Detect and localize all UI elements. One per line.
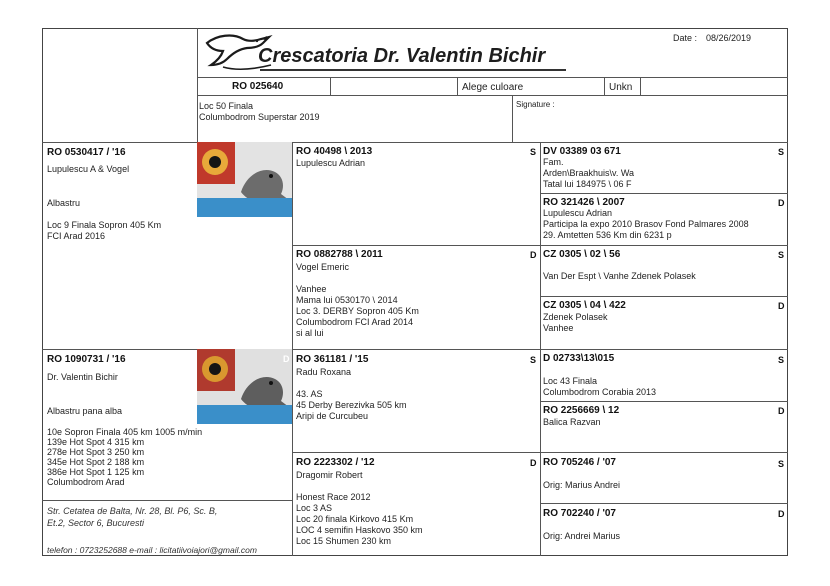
title-underline (260, 69, 566, 71)
mother-note: 345e Hot Spot 2 188 km (47, 457, 145, 467)
sex-cell-divider-1 (604, 77, 605, 95)
date-label: Date : (673, 33, 698, 43)
great-grandparent-note: Orig: Marius Andrei (543, 480, 621, 490)
great-grandparent-sex: D (778, 509, 785, 519)
ggp-divider-5 (540, 401, 788, 402)
date-value: 08/26/2019 (706, 33, 752, 43)
great-grandparent-note: Zdenek Polasek (543, 312, 608, 322)
father-owner: Lupulescu A & Vogel (47, 164, 130, 174)
grandparent-notes (296, 367, 407, 422)
pigeon-achievement-1: Loc 50 Finala (199, 101, 254, 111)
color-selector[interactable]: Alege culoare (462, 82, 524, 93)
grandparent-sex: S (530, 147, 537, 157)
father-note: Loc 9 Finala Sopron 405 Km (47, 220, 162, 230)
ggp-divider-3 (540, 296, 788, 297)
grandparent-note: Vogel Emeric (296, 262, 350, 272)
great-grandparent-notes (543, 312, 608, 334)
great-grandparent-notes (543, 417, 601, 428)
header-left-divider (197, 28, 198, 142)
great-grandparent-note: Arden\Braakhuis\v. Wa (543, 168, 635, 178)
grandparent-ring: RO 361181 / '15 (296, 354, 369, 365)
grandparent-sex: D (530, 458, 537, 468)
great-grandparent-note (543, 520, 620, 531)
grandparent-note: 43. AS (296, 389, 323, 399)
great-grandparent-note: Loc 43 Finala (543, 376, 598, 386)
great-grandparent-sex: S (778, 355, 785, 365)
footer-divider (42, 500, 292, 501)
great-grandparent-notes (543, 520, 620, 542)
father-color: Albastru (47, 198, 81, 208)
mother-notes (47, 427, 202, 487)
grandparent-ring: RO 40498 \ 2013 (296, 146, 373, 157)
grandparent-note: Loc 3 AS (296, 503, 333, 513)
grandparent-ring: RO 2223302 / '12 (296, 457, 375, 468)
great-grandparent-notes (543, 157, 634, 190)
grandparent-note: si al lui (296, 328, 324, 338)
mother-sex: D (283, 354, 290, 364)
great-grandparent-notes (543, 208, 749, 241)
pigeon-photo-icon (197, 142, 292, 217)
sex-value[interactable]: Unkn (609, 82, 633, 93)
great-grandparent-note: Vanhee (543, 323, 574, 333)
grandparent-note: Radu Roxana (296, 367, 352, 377)
father-notes (47, 220, 161, 242)
pigeon-achievement-2: Columbodrom Superstar 2019 (199, 112, 320, 122)
parents-divider (42, 349, 788, 350)
great-grandparent-ring: CZ 0305 \ 04 \ 422 (543, 300, 626, 311)
mother-ring: RO 1090731 / '16 (47, 354, 126, 365)
grandparent-sex: S (530, 355, 537, 365)
ggp-divider-1 (540, 193, 788, 194)
grandparent-note: Vanhee (296, 284, 327, 294)
great-grandparent-ring: DV 03389 03 671 (543, 146, 621, 157)
great-grandparent-ring: RO 321426 \ 2007 (543, 197, 625, 208)
address-line-2: Et.2, Sector 6, Bucuresti (47, 518, 145, 528)
mother-note: 386e Hot Spot 1 125 km (47, 467, 145, 477)
grandparent-sex: D (530, 250, 537, 260)
great-grandparent-note: 29. Amtetten 536 Km din 6231 p (543, 230, 672, 240)
address-line-1: Str. Cetatea de Balta, Nr. 28, Bl. P6, Sc. B, (47, 506, 218, 516)
pigeon-photo-icon (197, 349, 292, 424)
great-grandparent-note: Fam. (543, 157, 564, 167)
great-grandparent-note: Columbodrom Corabia 2013 (543, 387, 657, 397)
great-grandparent-ring: RO 702240 / '07 (543, 508, 616, 519)
great-grandparent-sex: S (778, 147, 785, 157)
grandparent-note: Mama lui 0530170 \ 2014 (296, 295, 398, 305)
grandparent-note: Loc 3. DERBY Sopron 405 Km (296, 306, 419, 316)
mother-note: 278e Hot Spot 3 250 km (47, 447, 145, 457)
pigeon-ring-number: RO 025640 (232, 81, 284, 92)
great-grandparent-note: Orig: Andrei Marius (543, 531, 621, 541)
header-rule-2 (197, 95, 788, 96)
great-grandparent-notes (543, 469, 620, 491)
sex-cell-divider-2 (640, 77, 641, 95)
gp-divider-3 (292, 452, 788, 453)
signature-label: Signature : (516, 100, 555, 109)
kennel-title: Crescatoria Dr. Valentin Bichir (258, 45, 546, 67)
father-photo (197, 142, 292, 217)
grandparent-notes (296, 158, 365, 169)
great-grandparent-sex: D (778, 301, 785, 311)
grandparent-notes (296, 262, 419, 339)
great-grandparent-note: Van Der Espt \ Vanhe Zdenek Polasek (543, 271, 696, 281)
header-bottom-rule (42, 142, 788, 143)
mother-note: 139e Hot Spot 4 315 km (47, 437, 145, 447)
grandparent-note: Lupulescu Adrian (296, 158, 366, 168)
great-grandparent-note (543, 260, 696, 271)
great-grandparent-note: Tatal lui 184975 \ 06 F (543, 179, 632, 189)
great-grandparent-ring: RO 705246 / '07 (543, 457, 616, 468)
great-grandparent-notes (543, 365, 656, 398)
grandparent-note (296, 273, 419, 284)
grandparent-note: 45 Derby Berezivka 505 km (296, 400, 407, 410)
mother-color: Albastru pana alba (47, 406, 123, 416)
grandparent-note: Aripi de Curcubeu (296, 411, 369, 421)
great-grandparent-note: Lupulescu Adrian (543, 208, 613, 218)
great-grandparent-ring: D 02733\13\015 (543, 353, 615, 364)
header-rule-1 (197, 77, 788, 78)
great-grandparent-ring: CZ 0305 \ 02 \ 56 (543, 249, 621, 260)
gp-divider-1 (292, 245, 788, 246)
great-grandparent-ring: RO 2256669 \ 12 (543, 405, 620, 416)
mother-owner: Dr. Valentin Bichir (47, 372, 118, 382)
grandparent-note: Loc 15 Shumen 230 km (296, 536, 392, 546)
grandparent-note: Loc 20 finala Kirkovo 415 Km (296, 514, 414, 524)
ggp-divider-7 (540, 503, 788, 504)
great-grandparent-notes (543, 260, 696, 282)
mother-note: 10e Sopron Finala 405 km 1005 m/min (47, 427, 203, 437)
great-grandparent-sex: D (778, 406, 785, 416)
grandparent-note (296, 378, 407, 389)
great-grandparent-sex: S (778, 459, 785, 469)
grandparent-notes (296, 470, 423, 547)
grandparent-ring: RO 0882788 \ 2011 (296, 249, 383, 260)
great-grandparent-note: Balica Razvan (543, 417, 601, 427)
mother-note: Columbodrom Arad (47, 477, 125, 487)
contact-line: telefon : 0723252688 e-mail : licitatiivoiajori@gmail.com (47, 545, 257, 555)
grandparent-note: Dragomir Robert (296, 470, 363, 480)
father-ring: RO 0530417 / '16 (47, 147, 126, 158)
grandparent-note: Columbodrom FCI Arad 2014 (296, 317, 414, 327)
great-grandparent-sex: S (778, 250, 785, 260)
grandparent-note (296, 481, 423, 492)
great-grandparent-sex: D (778, 198, 785, 208)
mother-photo (197, 349, 292, 424)
signature-divider (512, 95, 513, 142)
grandparent-note: LOC 4 semifin Haskovo 350 km (296, 525, 423, 535)
father-note: FCI Arad 2016 (47, 231, 106, 241)
great-grandparent-note (543, 365, 656, 376)
great-grandparent-note (543, 469, 620, 480)
grandparent-note: Honest Race 2012 (296, 492, 371, 502)
color-cell-divider (457, 77, 458, 95)
great-grandparent-note: Participa la expo 2010 Brasov Fond Palmares 2008 (543, 219, 749, 229)
ring-cell-divider (330, 77, 331, 95)
